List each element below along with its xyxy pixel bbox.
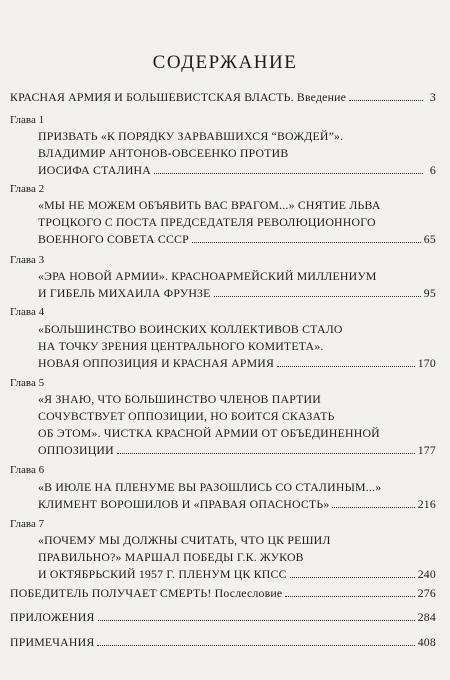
chapter-label: Глава 7: [10, 518, 45, 530]
entry-line: ПРАВИЛЬНО?» МАРШАЛ ПОБЕДЫ Г.К. ЖУКОВ: [38, 550, 304, 564]
page-number: 6: [429, 163, 436, 177]
chapter-label: Глава 6: [10, 464, 45, 476]
entry-last-line: [38, 496, 436, 513]
entry-last-line: [38, 231, 436, 248]
dot-leader: [97, 645, 414, 646]
entry-title-end: И ГИБЕЛЬ МИХАИЛА ФРУНЗЕ: [38, 286, 211, 300]
dot-leader: [214, 296, 421, 297]
toc-entry[interactable]: [10, 197, 436, 248]
page-number: 408: [417, 635, 436, 649]
toc-title: СОДЕРЖАНИЕ: [152, 52, 298, 73]
dot-leader: [117, 453, 415, 454]
dot-leader: [349, 100, 423, 101]
page-number: 65: [423, 232, 436, 246]
entry-last-line: [38, 566, 436, 583]
dot-leader: [98, 620, 415, 621]
entry-last-line: [10, 585, 436, 602]
chapter-label: Глава 2: [10, 183, 45, 195]
toc-entry[interactable]: [10, 391, 436, 459]
entry-line: ОБ ЭТОМ». ЧИСТКА КРАСНОЙ АРМИИ ОТ ОБЪЕДИНЕННОЙ: [38, 426, 380, 440]
entry-last-line: [10, 89, 436, 106]
entry-title-end: ПРИЛОЖЕНИЯ: [10, 610, 95, 624]
page-number: 3: [429, 90, 436, 104]
entry-last-line: [10, 609, 436, 626]
dot-leader: [290, 577, 415, 578]
page-number: 95: [423, 286, 436, 300]
entry-last-line: [38, 285, 436, 302]
entry-last-line: [10, 634, 436, 651]
entry-line: ВЛАДИМИР АНТОНОВ-ОВСЕЕНКО ПРОТИВ: [38, 146, 289, 160]
entry-line: ТРОЦКОГО С ПОСТА ПРЕДСЕДАТЕЛЯ РЕВОЛЮЦИОННОГО: [38, 215, 376, 229]
toc-entry[interactable]: [10, 532, 436, 583]
page-number: 284: [417, 610, 436, 624]
toc-entry[interactable]: [10, 609, 436, 626]
chapter-label: Глава 4: [10, 306, 45, 318]
dot-leader: [277, 366, 415, 367]
entry-title-end: НОВАЯ ОППОЗИЦИЯ И КРАСНАЯ АРМИЯ: [38, 356, 275, 370]
entry-line: «В ИЮЛЕ НА ПЛЕНУМЕ ВЫ РАЗОШЛИСЬ СО СТАЛИНЫМ...»: [38, 480, 382, 494]
toc-entry[interactable]: [10, 634, 436, 651]
page-number: 216: [417, 497, 436, 511]
entry-last-line: [38, 442, 436, 459]
entry-line: «БОЛЬШИНСТВО ВОИНСКИХ КОЛЛЕКТИВОВ СТАЛО: [38, 322, 343, 336]
entry-title-end: ПОБЕДИТЕЛЬ ПОЛУЧАЕТ СМЕРТЬ! Послесловие: [10, 586, 283, 600]
dot-leader: [332, 507, 414, 508]
entry-line: СОЧУВСТВУЕТ ОППОЗИЦИИ, НО БОИТСЯ СКАЗАТЬ: [38, 409, 335, 423]
entry-title-end: И ОКТЯБРЬСКИЙ 1957 Г. ПЛЕНУМ ЦК КПСС: [38, 567, 287, 581]
entry-line: «ЭРА НОВОЙ АРМИИ». КРАСНОАРМЕЙСКИЙ МИЛЛЕНИУМ: [38, 269, 377, 283]
dot-leader: [154, 173, 423, 174]
entry-title-end: ИОСИФА СТАЛИНА: [38, 163, 151, 177]
page-number: 177: [417, 443, 436, 457]
toc-entry[interactable]: [10, 128, 436, 179]
entry-title-end: КРАСНАЯ АРМИЯ И БОЛЬШЕВИСТСКАЯ ВЛАСТЬ. Введение: [10, 90, 347, 104]
entry-line: НА ТОЧКУ ЗРЕНИЯ ЦЕНТРАЛЬНОГО КОМИТЕТА».: [38, 339, 324, 353]
entry-title-end: ВОЕННОГО СОВЕТА СССР: [38, 232, 189, 246]
entry-title-end: ПРИМЕЧАНИЯ: [10, 635, 95, 649]
toc-entry[interactable]: [10, 321, 436, 372]
dot-leader: [192, 242, 421, 243]
toc-entry[interactable]: [10, 585, 436, 602]
entry-last-line: [38, 355, 436, 372]
entry-line: «ПОЧЕМУ МЫ ДОЛЖНЫ СЧИТАТЬ, ЧТО ЦК РЕШИЛ: [38, 533, 331, 547]
entry-title-end: КЛИМЕНТ ВОРОШИЛОВ И «ПРАВАЯ ОПАСНОСТЬ»: [38, 497, 330, 511]
page-number: 276: [417, 586, 436, 600]
entry-line: «Я ЗНАЮ, ЧТО БОЛЬШИНСТВО ЧЛЕНОВ ПАРТИИ: [38, 392, 321, 406]
chapter-label: Глава 5: [10, 377, 45, 389]
page-number: 240: [417, 567, 436, 581]
chapter-label: Глава 1: [10, 114, 45, 126]
entry-line: ПРИЗВАТЬ «К ПОРЯДКУ ЗАРВАВШИХСЯ “ВОЖДЕЙ”».: [38, 129, 344, 143]
entry-last-line: [38, 162, 436, 179]
toc-entry[interactable]: [10, 479, 436, 513]
toc-entry[interactable]: [10, 268, 436, 302]
dot-leader: [285, 596, 414, 597]
entry-title-end: ОППОЗИЦИИ: [38, 443, 114, 457]
entry-line: «МЫ НЕ МОЖЕМ ОБЪЯВИТЬ ВАС ВРАГОМ...» СНЯТИЕ ЛЬВА: [38, 198, 381, 212]
chapter-label: Глава 3: [10, 254, 45, 266]
toc-entry[interactable]: [10, 89, 436, 106]
page-number: 170: [417, 356, 436, 370]
